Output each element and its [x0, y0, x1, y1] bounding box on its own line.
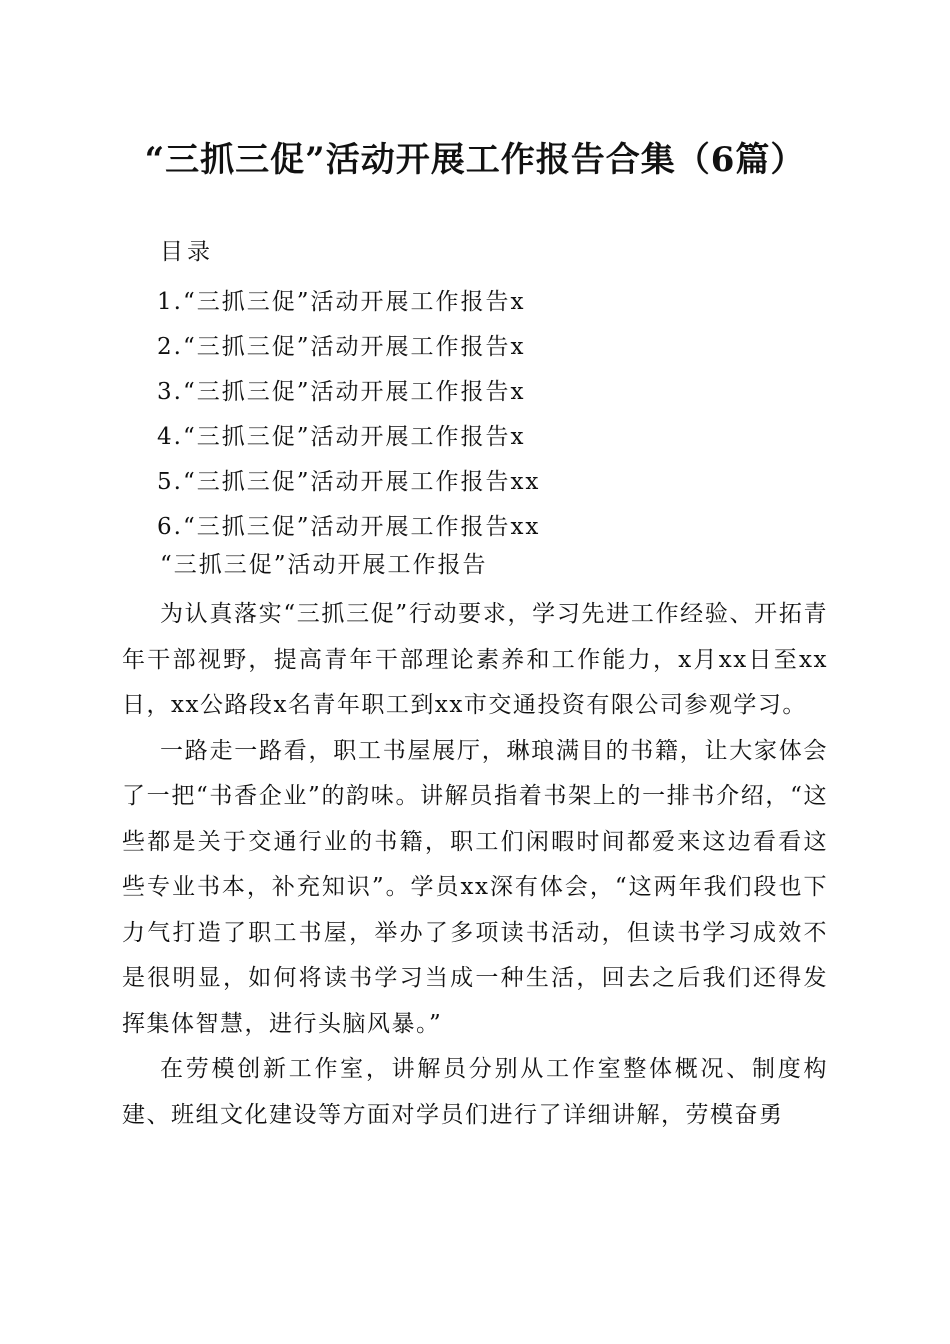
section-title: “三抓三促”活动开展工作报告	[160, 552, 488, 578]
toc-item: 3.“三抓三促”活动开展工作报告x	[157, 379, 526, 405]
document-title: “三抓三促”活动开展工作报告合集（6篇）	[144, 140, 806, 180]
toc-item: 1.“三抓三促”活动开展工作报告x	[157, 289, 526, 315]
toc-item: 6.“三抓三促”活动开展工作报告xx	[157, 514, 541, 540]
table-of-contents	[157, 280, 540, 550]
body-paragraph: 一路走一路看，职工书屋展厅，琳琅满目的书籍，让大家体会了一把“书香企业”的韵味。讲解员指着书架上的一排书介绍，“这些都是关于交通行业的书籍，职工们闲暇时间都爱来这边看看这些专业书本，补充知识”。学员xx深有体会，“这两年我们段也下力气打造了职工书屋，举办了多项读书活动，但读书学习成效不是很明显，如何将读书学习当成一种生活，回去之后我们还得发挥集体智慧，进行头脑风暴。”	[122, 737, 828, 1037]
toc-heading: 目录	[160, 239, 214, 265]
body-paragraph: 在劳模创新工作室，讲解员分别从工作室整体概况、制度构建、班组文化建设等方面对学员们进行了详细讲解，劳模奋勇	[122, 1056, 828, 1128]
toc-item: 4.“三抓三促”活动开展工作报告x	[157, 424, 526, 450]
document-body	[122, 592, 828, 1138]
body-paragraph: 为认真落实“三抓三促”行动要求，学习先进工作经验、开拓青年干部视野，提高青年干部理论素养和工作能力，x月xx日至xx日，xx公路段x名青年职工到xx市交通投资有限公司参观学习。	[122, 601, 828, 718]
toc-item: 2.“三抓三促”活动开展工作报告x	[157, 334, 526, 360]
toc-item: 5.“三抓三促”活动开展工作报告xx	[157, 469, 541, 495]
